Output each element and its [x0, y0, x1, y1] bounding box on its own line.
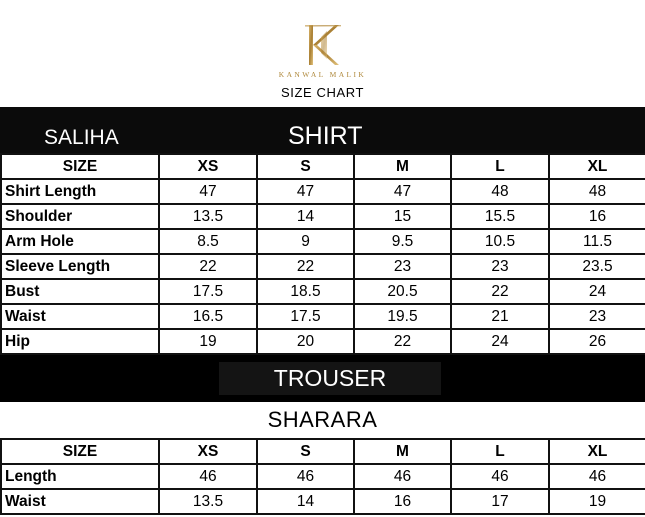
- table-cell: 23: [451, 254, 549, 279]
- trouser-size-table: [0, 438, 645, 515]
- column-header-xl: XL: [549, 154, 645, 179]
- table-row: [1, 254, 645, 279]
- table-cell: 16: [549, 204, 645, 229]
- table-cell: 15: [354, 204, 451, 229]
- column-header-l: L: [451, 439, 549, 464]
- table-cell: 8.5: [159, 229, 257, 254]
- table-cell: 46: [354, 464, 451, 489]
- trouser-section-title: TROUSER: [273, 365, 387, 391]
- row-label: Arm Hole: [1, 229, 159, 254]
- table-cell: 24: [549, 279, 645, 304]
- table-cell: 21: [451, 304, 549, 329]
- table-row: [1, 279, 645, 304]
- table-cell: 18.5: [257, 279, 354, 304]
- table-cell: 22: [159, 254, 257, 279]
- table-row: [1, 204, 645, 229]
- table-cell: 13.5: [159, 204, 257, 229]
- table-cell: 26: [549, 329, 645, 354]
- shirt-size-table: [0, 153, 645, 355]
- table-cell: 11.5: [549, 229, 645, 254]
- row-label: Length: [1, 464, 159, 489]
- table-cell: 47: [354, 179, 451, 204]
- table-cell: 19: [549, 489, 645, 514]
- brand-name: KANWAL MALIK: [278, 70, 367, 79]
- table-cell: 14: [257, 204, 354, 229]
- column-header-size: SIZE: [1, 154, 159, 179]
- table-cell: 14: [257, 489, 354, 514]
- column-header-s: S: [257, 154, 354, 179]
- row-label: Shirt Length: [1, 179, 159, 204]
- table-cell: 46: [159, 464, 257, 489]
- row-label: Bust: [1, 279, 159, 304]
- column-header-size: SIZE: [1, 439, 159, 464]
- row-label: Hip: [1, 329, 159, 354]
- table-row: [1, 179, 645, 204]
- table-row: [1, 304, 645, 329]
- table-cell: 19.5: [354, 304, 451, 329]
- table-cell: 9: [257, 229, 354, 254]
- table-cell: 17.5: [159, 279, 257, 304]
- column-header-s: S: [257, 439, 354, 464]
- table-cell: 22: [257, 254, 354, 279]
- table-cell: 13.5: [159, 489, 257, 514]
- table-header-row: [1, 439, 645, 464]
- table-cell: 15.5: [451, 204, 549, 229]
- column-header-xl: XL: [549, 439, 645, 464]
- column-header-m: M: [354, 439, 451, 464]
- column-header-xs: XS: [159, 154, 257, 179]
- column-header-xs: XS: [159, 439, 257, 464]
- document-title: SIZE CHART: [280, 85, 365, 100]
- table-cell: 23: [549, 304, 645, 329]
- table-cell: 23.5: [549, 254, 645, 279]
- table-cell: 47: [257, 179, 354, 204]
- table-cell: 16: [354, 489, 451, 514]
- column-header-m: M: [354, 154, 451, 179]
- table-row: [1, 464, 645, 489]
- table-cell: 48: [549, 179, 645, 204]
- row-label: Shoulder: [1, 204, 159, 229]
- trouser-style-name: SHARARA: [267, 407, 378, 432]
- trouser-header-band: [0, 355, 645, 402]
- table-cell: 19: [159, 329, 257, 354]
- row-label: Sleeve Length: [1, 254, 159, 279]
- table-cell: 17.5: [257, 304, 354, 329]
- shirt-header-band: [0, 107, 645, 153]
- table-cell: 46: [549, 464, 645, 489]
- table-cell: 22: [451, 279, 549, 304]
- table-cell: 46: [257, 464, 354, 489]
- table-cell: 48: [451, 179, 549, 204]
- table-cell: 9.5: [354, 229, 451, 254]
- table-cell: 22: [354, 329, 451, 354]
- table-cell: 10.5: [451, 229, 549, 254]
- table-row: [1, 229, 645, 254]
- table-row: [1, 329, 645, 354]
- row-label: Waist: [1, 304, 159, 329]
- brand-logo: [0, 22, 645, 79]
- product-name: SALIHA: [44, 126, 119, 149]
- trouser-title-box: [219, 362, 441, 395]
- shirt-section-title: SHIRT: [288, 122, 363, 150]
- table-cell: 16.5: [159, 304, 257, 329]
- table-cell: 17: [451, 489, 549, 514]
- table-header-row: [1, 154, 645, 179]
- table-cell: 20.5: [354, 279, 451, 304]
- kanwal-malik-k-monogram-icon: [303, 22, 343, 68]
- table-cell: 24: [451, 329, 549, 354]
- table-cell: 46: [451, 464, 549, 489]
- table-cell: 20: [257, 329, 354, 354]
- row-label: Waist: [1, 489, 159, 514]
- table-cell: 23: [354, 254, 451, 279]
- column-header-l: L: [451, 154, 549, 179]
- table-cell: 47: [159, 179, 257, 204]
- table-row: [1, 489, 645, 514]
